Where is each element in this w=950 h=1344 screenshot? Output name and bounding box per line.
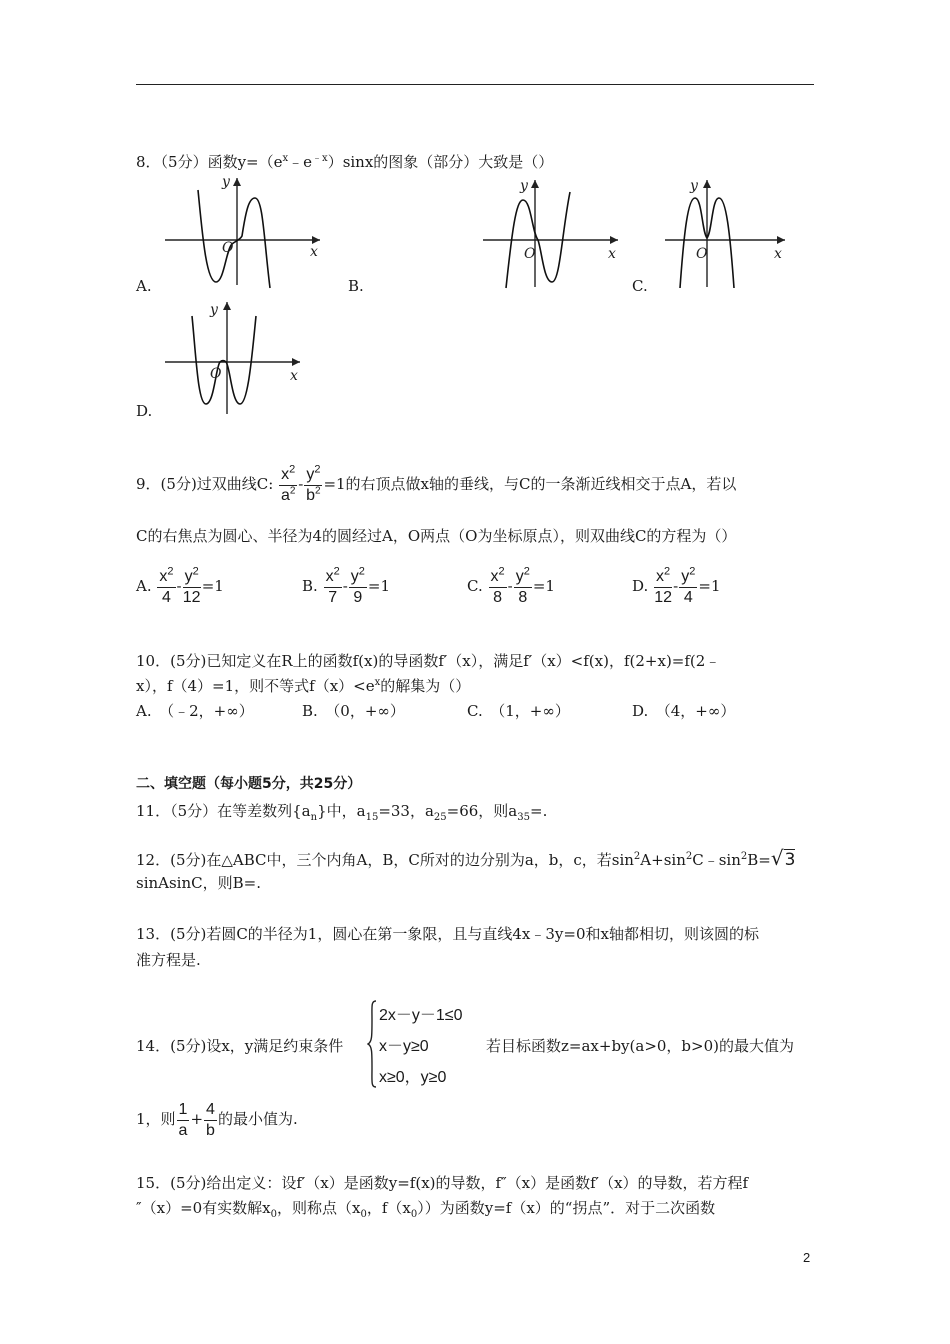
graph-d <box>160 296 310 416</box>
graph-b <box>478 172 628 292</box>
q14-constraint-1: 2x－y－1≤0 <box>379 1007 463 1024</box>
graph-c-y-arrow <box>703 180 711 188</box>
graph-a-y-arrow <box>233 178 241 186</box>
graph-d-x-label: x <box>290 368 298 384</box>
graph-b-x-label: x <box>608 246 616 262</box>
q8-stem: 8．（5分）函数$y=(e^x﹣e^{﹣x})\sin x$的图象（部分）大致是（） <box>136 153 554 171</box>
q14-frac-2: $\frac{4}{b}$ <box>206 1100 215 1139</box>
q10-option-c: C. （1，+∞） <box>467 702 570 720</box>
graph-d-y-arrow <box>223 302 231 310</box>
graph-b-x-arrow <box>610 236 618 244</box>
graph-a <box>160 170 330 290</box>
graph-d-origin: O <box>210 366 222 382</box>
graph-c-x-label: x <box>774 246 782 262</box>
graph-a-x-label: x <box>310 244 318 260</box>
q13-line2: 准方程是. <box>136 951 201 969</box>
graph-c-origin: O <box>696 246 708 262</box>
q9-option-b: B. $\frac{x^2}{7}$ - $\frac{y^2}{9}$ =1 <box>302 565 391 606</box>
q14-line2: 1，则 $\frac{1}{a}$ + $\frac{4}{b}$ 的最小值为. <box>136 1100 298 1139</box>
q9-line1: 9．(5分)过双曲线C: $\frac{x^2}{a^2}$ - $\frac{y^2}{b^2}$ =1的右顶点做x轴的垂线，与C的一条渐近线相交于点A，若以 <box>136 463 737 504</box>
q9-curve-frac-y: $\frac{y^2}{b^2}$ <box>306 463 321 504</box>
q14-frac-1: $\frac{1}{a}$ <box>178 1100 188 1139</box>
graph-c-x-arrow <box>777 236 785 244</box>
q11: 11．（5分）在等差数列$\{a_n\}$中，$a_{15}=33$，$a_{25}=66$，则$a_{35}=$. <box>136 802 548 823</box>
q15-line2: ″（x）=0有实数解$x_0$，则称点（$x_0$，$f(x_0)$）为函数y=f（x）的“拐点”．对于二次函数 <box>136 1199 716 1220</box>
q9-option-c: C. $\frac{x^2}{8}$ - $\frac{y^2}{8}$ =1 <box>467 565 555 606</box>
graph-d-x-arrow <box>292 358 300 366</box>
graph-b-y-arrow <box>531 180 539 188</box>
q10-option-d: D. （4，+∞） <box>632 702 736 720</box>
q8-option-b: B. <box>348 277 364 295</box>
header-rule <box>136 84 814 85</box>
section-2-title: 二、填空题（每小题5分，共25分） <box>136 776 362 792</box>
q10-line2: x），f（4）=1，则不等式$f(x)<e^x$的解集为（） <box>136 677 471 695</box>
graph-a-curve <box>198 190 270 288</box>
graph-c <box>660 172 790 292</box>
q15-line1: 15．(5分)给出定义：设f′（x）是函数y=f(x)的导数，f″（x）是函数f′（x）的导数，若方程f <box>136 1174 749 1192</box>
q13-line1: 13．(5分)若圆C的半径为1，圆心在第一象限，且与直线4x﹣3y=0和x轴都相切，则该圆的标 <box>136 925 759 943</box>
q10-option-a: A. （﹣2，+∞） <box>136 702 254 720</box>
graph-b-origin: O <box>524 246 536 262</box>
q9-option-a: A. $\frac{x^2}{4}$ - $\frac{y^2}{12}$ =1 <box>136 565 224 606</box>
graph-a-y-label: y <box>222 174 230 190</box>
graph-b-y-label: y <box>520 178 528 194</box>
graph-d-y-label: y <box>210 302 218 318</box>
q8-option-a: A. <box>136 277 152 295</box>
graph-a-x-arrow <box>312 236 320 244</box>
q14-constraint-3: x≥0，y≥0 <box>379 1069 447 1086</box>
sqrt-symbol: √3 <box>770 846 796 870</box>
q12-line2: sinAsinC，则B=. <box>136 874 261 892</box>
left-brace-icon <box>367 1000 377 1088</box>
q12-line1: 12．(5分)在△ABC中，三个内角A，B，C所对的边分别为a，b，c，若$\sin^2A+\sin^2C﹣\sin^2B=√3$ <box>136 846 796 870</box>
graph-a-origin: O <box>222 240 234 256</box>
graph-c-y-label: y <box>690 178 698 194</box>
q14-prefix: 14．(5分)设x，y满足约束条件 <box>136 1037 344 1055</box>
q10-option-b: B. （0，+∞） <box>302 702 405 720</box>
q14-suffix: 若目标函数z=ax+by(a>0，b>0)的最大值为 <box>486 1037 794 1055</box>
q14-constraint-2: x－y≥0 <box>379 1038 429 1055</box>
q9-line2: C的右焦点为圆心、半径为4的圆经过A，O两点（O为坐标原点），则双曲线C的方程为（） <box>136 527 737 545</box>
q8-option-d: D. <box>136 402 153 420</box>
q9-option-d: D. $\frac{x^2}{12}$ - $\frac{y^2}{4}$ =1 <box>632 565 721 606</box>
q10-line1: 10．(5分)已知定义在R上的函数f(x)的导函数f′（x），满足f′（x）<f(x)，f(2+x)=f(2﹣ <box>136 652 721 670</box>
graph-d-curve <box>192 316 256 404</box>
q8-option-c: C. <box>632 277 648 295</box>
page-number: 2 <box>803 1250 811 1265</box>
q9-curve-frac-x: $\frac{x^2}{a^2}$ <box>280 463 296 504</box>
